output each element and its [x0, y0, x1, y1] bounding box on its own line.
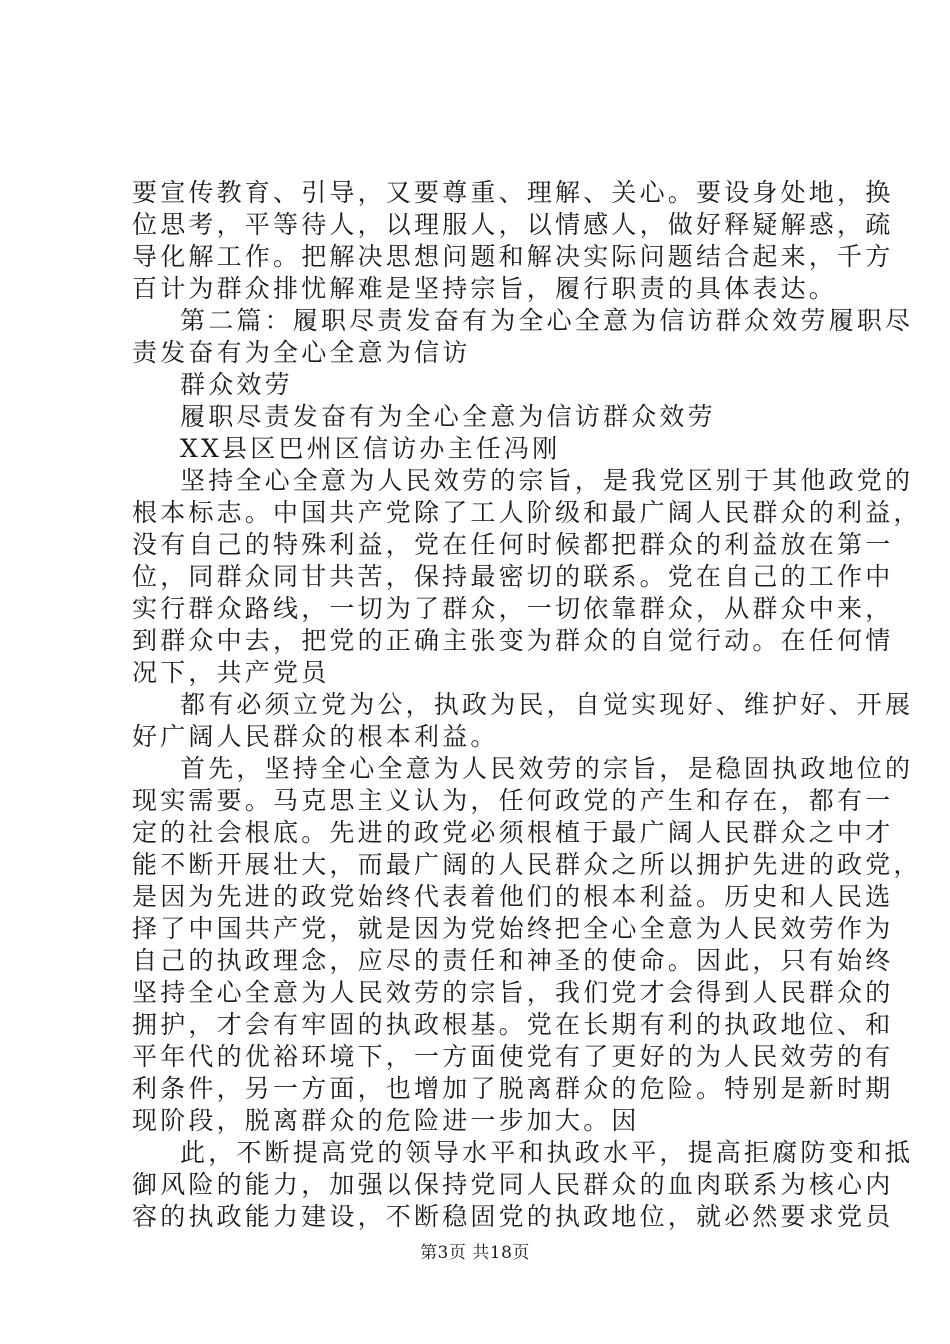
section-heading-line: 第二篇：履职尽责发奋有为全心全意为信访群众效劳履职尽 [180, 306, 914, 335]
text-line: 拥护，才会有牢固的执政根基。党在长期有利的执政地位、和 [132, 1010, 894, 1039]
text-line: 坚持全心全意为人民效劳的宗旨，我们党才会得到人民群众的 [132, 978, 894, 1007]
text-line: 导化解工作。把解决思想问题和解决实际问题结合起来，千方 [132, 242, 894, 271]
text-line: 利条件，另一方面，也增加了脱离群众的危险。特别是新时期 [132, 1074, 894, 1103]
text-line: 现阶段，脱离群众的危险进一步加大。因 [132, 1106, 640, 1135]
text-line: 择了中国共产党，就是因为党始终把全心全意为人民效劳作为 [132, 914, 894, 943]
text-line: 没有自己的特殊利益，党在任何时候都把群众的利益放在第一 [132, 530, 894, 559]
text-line: 要宣传教育、引导，又要尊重、理解、关心。要设身处地，换 [132, 178, 894, 207]
article-title: 履职尽责发奋有为全心全意为信访群众效劳 [180, 402, 716, 431]
text-line: 能不断开展壮大，而最广阔的人民群众之所以拥护先进的政党， [132, 850, 922, 879]
text-line: 定的社会根底。先进的政党必须根植于最广阔人民群众之中才 [132, 818, 894, 847]
text-line: 平年代的优裕环境下，一方面使党有了更好的为人民效劳的有 [132, 1042, 894, 1071]
text-line: 位，同群众同甘共苦，保持最密切的联系。党在自己的工作中 [132, 562, 894, 591]
section-heading-line: 责发奋有为全心全意为信访 [132, 338, 471, 367]
text-line: 实行群众路线，一切为了群众，一切依靠群众，从群众中来， [132, 594, 894, 623]
text-line: 是因为先进的政党始终代表着他们的根本利益。历史和人民选 [132, 882, 894, 911]
text-line: 好广阔人民群众的根本利益。 [132, 722, 499, 751]
text-line: 百计为群众排忧解难是坚持宗旨，履行职责的具体表达。 [132, 274, 838, 303]
text-line: 御风险的能力，加强以保持党同人民群众的血肉联系为核心内 [132, 1170, 894, 1199]
text-line: 位思考，平等待人，以理服人，以情感人，做好释疑解惑，疏 [132, 210, 894, 239]
text-line: 坚持全心全意为人民效劳的宗旨，是我党区别于其他政党的 [180, 466, 914, 495]
text-line: 此，不断提高党的领导水平和执政水平，提高拒腐防变和抵 [180, 1138, 914, 1167]
text-line: 况下，共产党员 [132, 658, 330, 687]
author-line: XX县区巴州区信访办主任冯刚 [180, 434, 561, 463]
text-line: 自己的执政理念，应尽的责任和神圣的使命。因此，只有始终 [132, 946, 894, 975]
text-line: 都有必须立党为公，执政为民，自觉实现好、维护好、开展 [180, 690, 914, 719]
text-line: 首先，坚持全心全意为人民效劳的宗旨，是稳固执政地位的 [180, 754, 914, 783]
page-number-footer: 第3页 共18页 [420, 1243, 530, 1263]
text-line: 容的执政能力建设，不断稳固党的执政地位，就必然要求党员 [132, 1202, 894, 1231]
text-line: 到群众中去，把党的正确主张变为群众的自觉行动。在任何情 [132, 626, 894, 655]
text-line: 群众效劳 [180, 370, 293, 399]
text-line: 根本标志。中国共产党除了工人阶级和最广阔人民群众的利益， [132, 498, 922, 527]
text-line: 现实需要。马克思主义认为，任何政党的产生和存在，都有一 [132, 786, 894, 815]
